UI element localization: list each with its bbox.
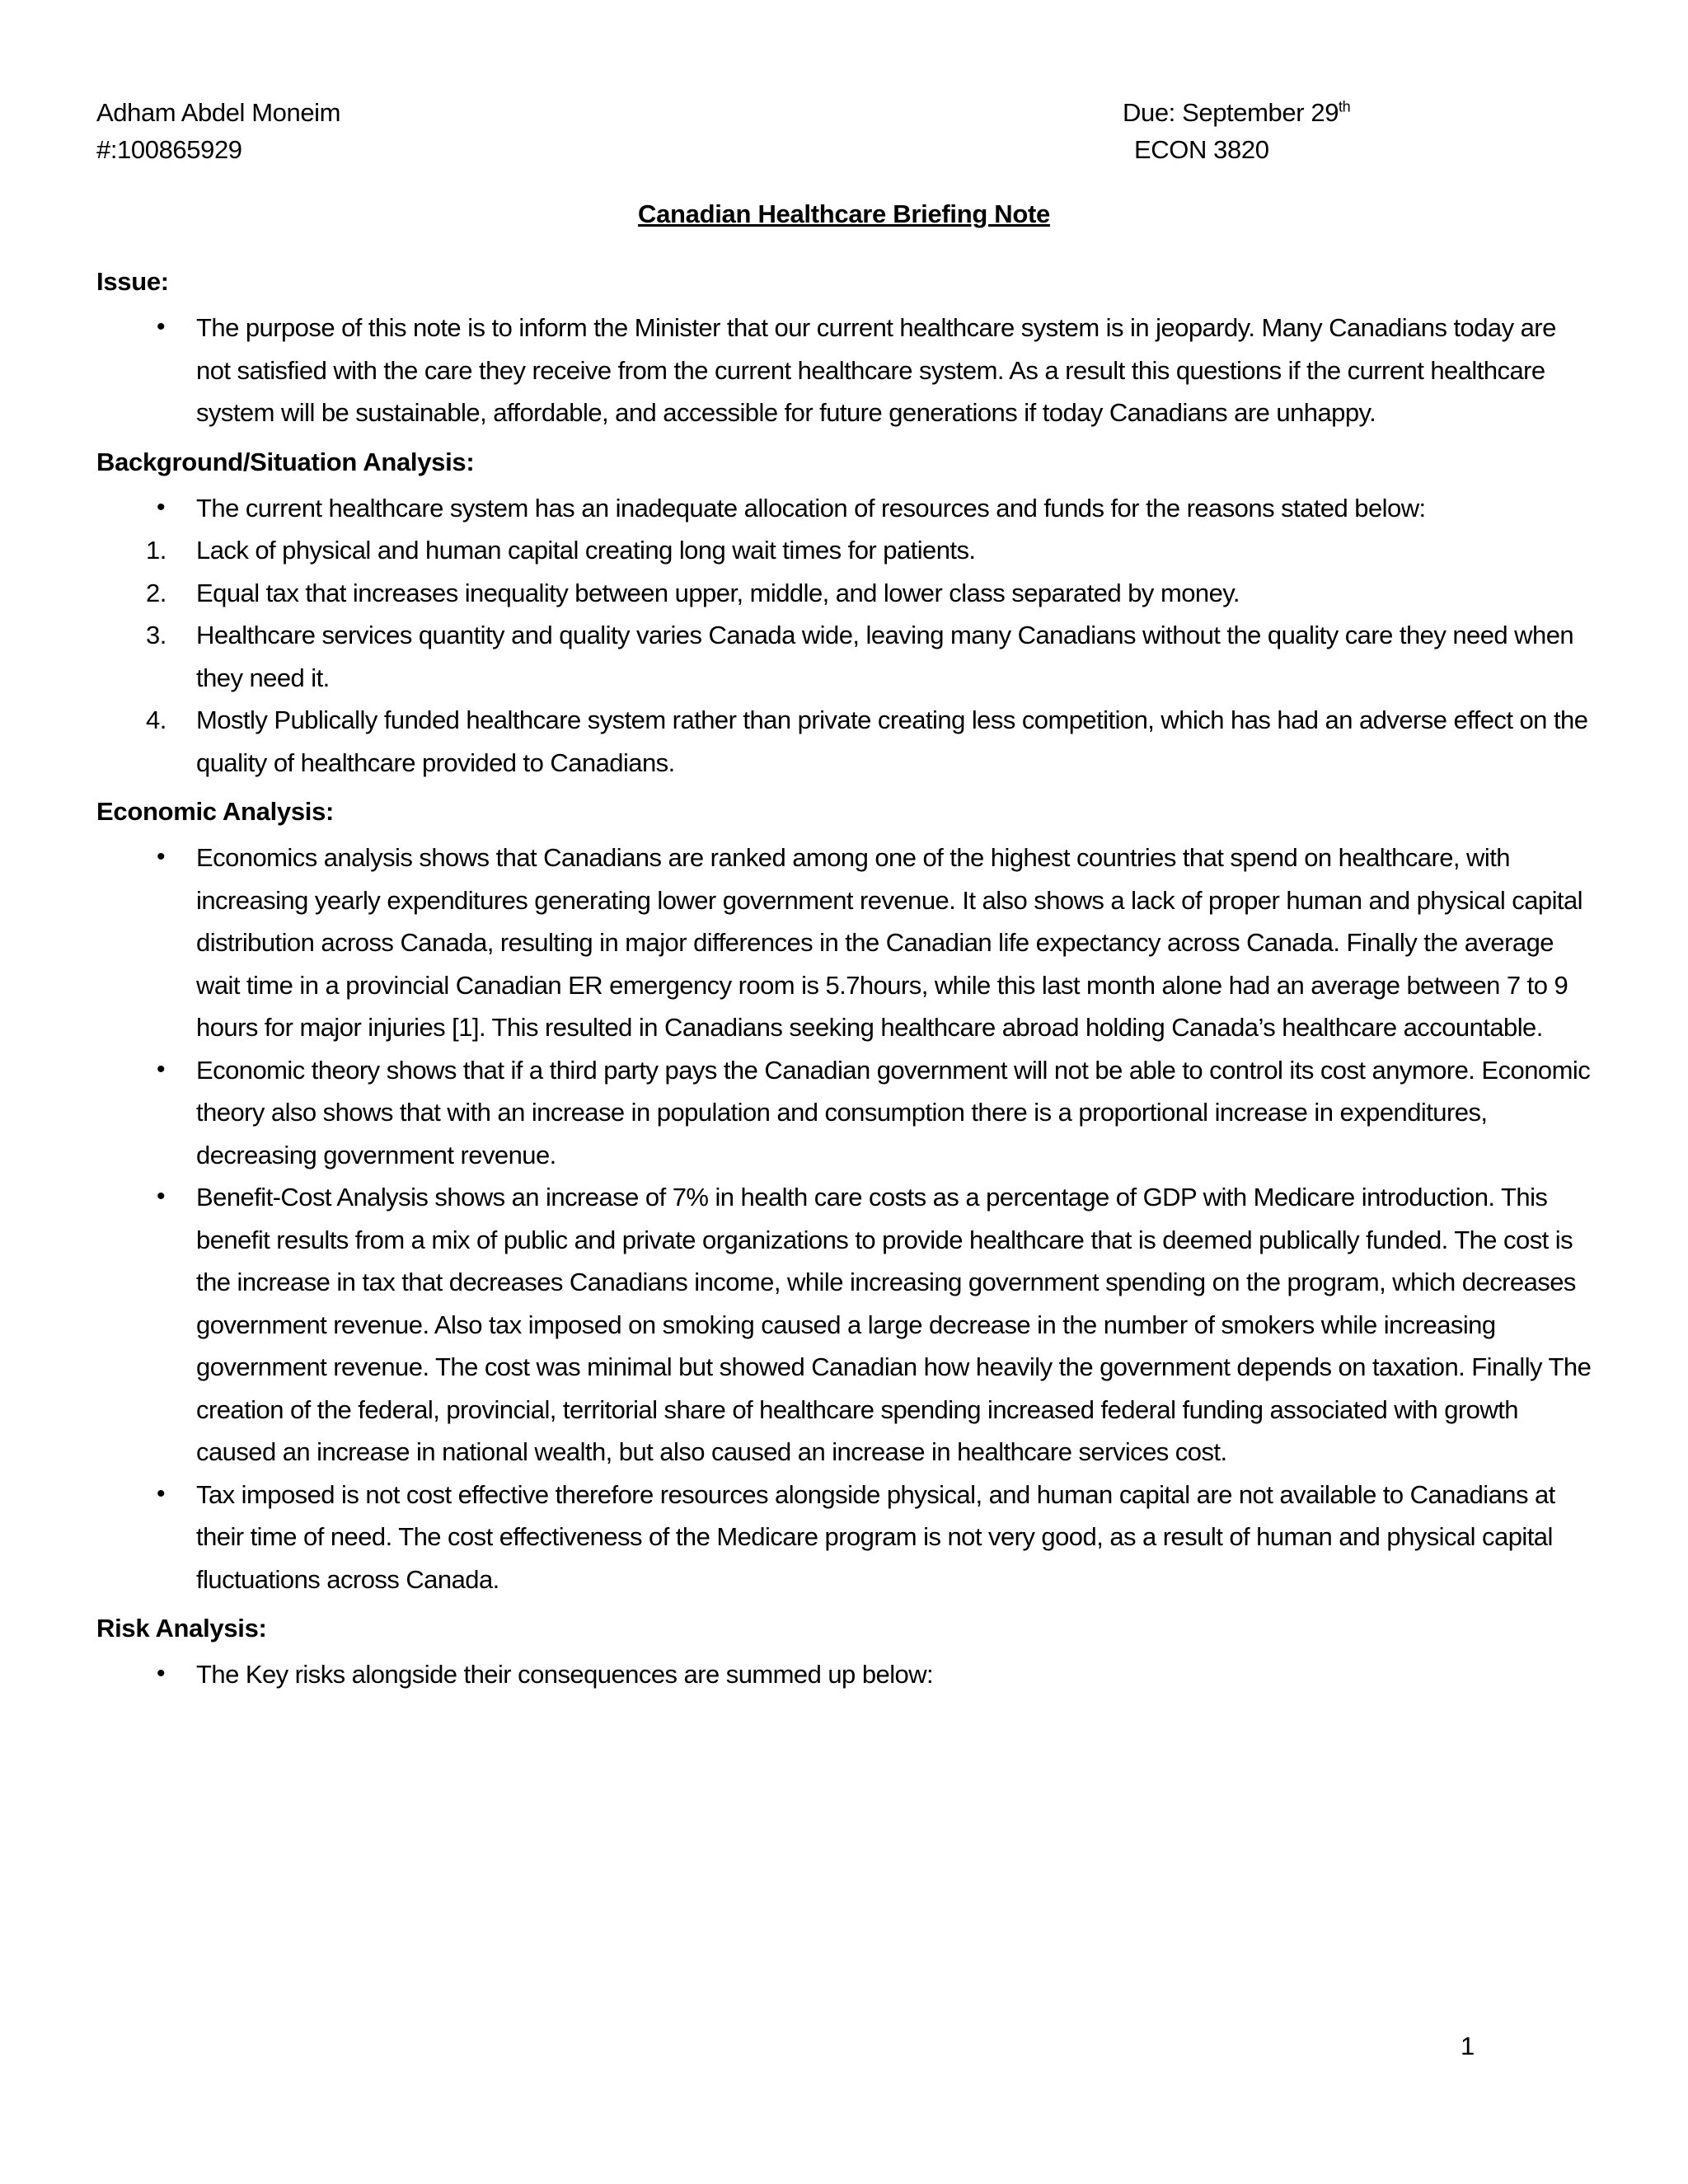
list-item	[96, 1474, 1592, 1601]
economic-list	[96, 837, 1592, 1601]
student-id: #:100865929	[96, 135, 242, 164]
author-name: Adham Abdel Moneim	[96, 98, 341, 127]
list-item-text: Benefit-Cost Analysis shows an increase of 7% in health care costs as a percentage of GDP with Medicare introduction. This benefit results from a mix of public and private organizations to provide healthcare that is deemed publically funded. The cost is the increase in tax that decreases Canadians income, while increasing government spending on the program, which decreases government revenue. Also tax imposed on smoking caused a large decrease in the number of smokers while increasing government revenue. The cost was minimal but showed Canadian how heavily the government depends on taxation. Finally The creation of the federal, provincial, territorial share of healthcare spending increased federal funding associated with growth caused an increase in national wealth, but also caused an increase in healthcare services cost.	[196, 1183, 1592, 1466]
bullet-icon: •	[157, 493, 165, 521]
course-code: ECON 3820	[1134, 135, 1269, 164]
page-number: 1	[1461, 2032, 1475, 2060]
numbered-item	[96, 529, 1592, 572]
list-item	[96, 837, 1592, 1049]
economic-heading: Economic Analysis:	[96, 797, 335, 826]
list-item-text: The current healthcare system has an inadequate allocation of resources and funds for the reasons stated below:	[196, 493, 1426, 523]
due-date-suffix: th	[1339, 98, 1351, 115]
item-number: 1.	[146, 536, 166, 565]
list-item	[96, 307, 1592, 434]
bullet-icon: •	[157, 1660, 165, 1687]
bullet-icon: •	[157, 1479, 165, 1507]
issue-list	[96, 307, 1592, 434]
bullet-icon: •	[157, 313, 165, 340]
document-title: Canadian Healthcare Briefing Note	[638, 199, 1050, 228]
list-item-text: Economic theory shows that if a third party pays the Canadian government will not be able to control its cost anymore. Economic theory also shows that with an increase in population and consumption there is a proportional increase in expenditures, decreasing government revenue.	[196, 1055, 1591, 1169]
list-item	[96, 1049, 1592, 1177]
item-number: 2.	[146, 578, 166, 607]
bullet-icon: •	[157, 843, 165, 870]
due-date	[1123, 96, 1350, 129]
numbered-item-text: Mostly Publically funded healthcare system rather than private creating less competition, which has had an adverse effect on the quality of healthcare provided to Canadians.	[196, 705, 1588, 777]
bullet-icon: •	[157, 1183, 165, 1210]
list-item	[96, 1176, 1592, 1474]
list-item-text: Tax imposed is not cost effective therefore resources alongside physical, and human capital are not available to Canadians at their time of need. The cost effectiveness of the Medicare program is not very good, as a result of human and physical capital fluctuations across Canada.	[196, 1479, 1555, 1594]
due-date-text: Due: September 29	[1123, 98, 1339, 127]
numbered-item	[96, 699, 1592, 784]
item-number: 4.	[146, 705, 166, 734]
document-body	[96, 265, 1592, 1696]
numbered-item-text: Healthcare services quantity and quality varies Canada wide, leaving many Canadians without the quality care they need when they need it.	[196, 621, 1574, 692]
background-list	[96, 487, 1592, 785]
numbered-item-text: Equal tax that increases inequality between upper, middle, and lower class separated by money.	[196, 578, 1240, 607]
risk-heading: Risk Analysis:	[96, 1614, 267, 1643]
numbered-item	[96, 572, 1592, 615]
background-heading: Background/Situation Analysis:	[96, 447, 475, 476]
numbered-item-text: Lack of physical and human capital creating long wait times for patients.	[196, 536, 976, 565]
risk-list	[96, 1653, 1592, 1696]
list-item	[96, 1653, 1592, 1696]
list-item	[96, 487, 1592, 530]
issue-heading: Issue:	[96, 267, 169, 296]
bullet-icon: •	[157, 1055, 165, 1083]
list-item-text: The Key risks alongside their consequences are summed up below:	[196, 1660, 934, 1689]
numbered-item	[96, 614, 1592, 699]
list-item-text: Economics analysis shows that Canadians are ranked among one of the highest countries that spend on healthcare, with increasing yearly expenditures generating lower government revenue. It also shows a lack of proper human and physical capital distribution across Canada, resulting in major differences in the Canadian life expectancy across Canada. Finally the average wait time in a provincial Canadian ER emergency room is 5.7hours, while this last month alone had an average between 7 to 9 hours for major injuries [1]. This resulted in Canadians seeking healthcare abroad holding Canada’s healthcare accountable.	[196, 843, 1583, 1042]
item-number: 3.	[146, 621, 166, 649]
list-item-text: The purpose of this note is to inform the Minister that our current healthcare system is in jeopardy. Many Canadians today are not satisfied with the care they receive from the current healthcare system. As a result this questions if the current healthcare system will be sustainable, affordable, and accessible for future generations if today Canadians are unhappy.	[196, 313, 1556, 427]
